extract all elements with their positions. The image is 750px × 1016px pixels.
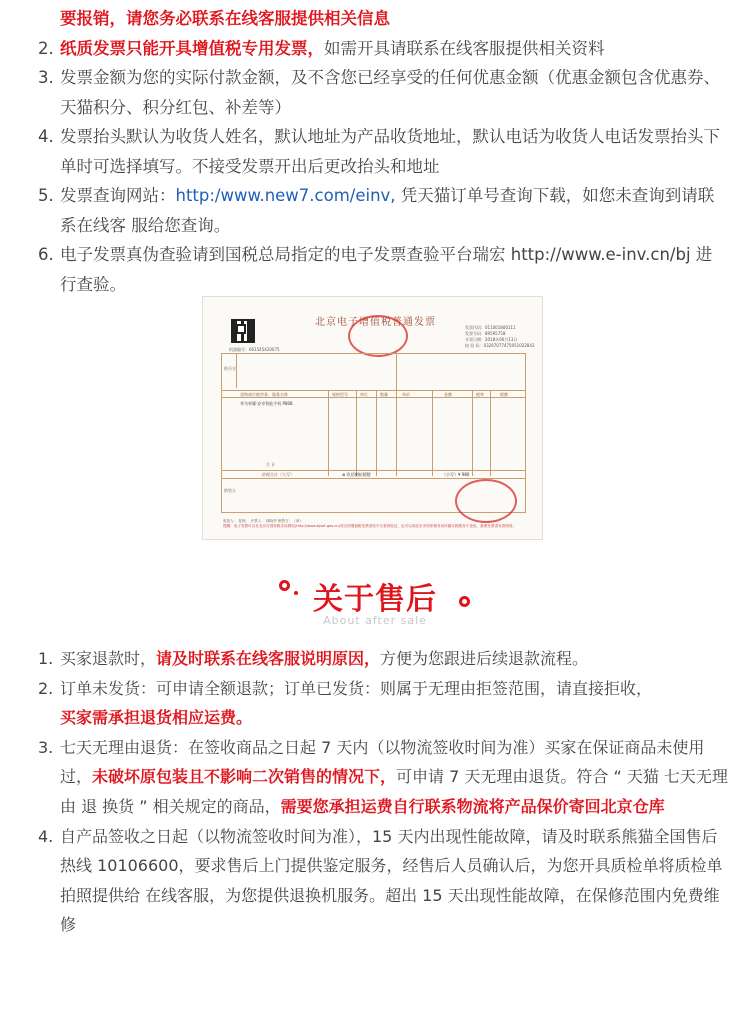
invoice-table-rule [356,390,357,476]
invoice-total-label: 合 计 [266,462,276,467]
seller-seal-icon [455,479,517,523]
invoice-seller-label: 销售方 [224,488,236,493]
after-sale-item-3 [0,733,750,822]
after-sale-list [0,644,750,940]
notice-item-text: 发票抬头默认为收货人姓名，默认地址为产品收货地址，默认电话为收货人电话发票抬头下单时可选择填写。不接受发票开出后更改抬头和地址 [60,127,720,176]
after-sale-text: 方便为您跟进后续退款流程。 [380,649,589,668]
tax-seal-icon [348,315,408,357]
notice-item-number: 3. [38,68,54,87]
qr-code-icon [231,319,255,343]
invoice-table-rule [328,390,329,476]
invoice-table-rule [222,470,525,471]
after-sale-item-number: 3. [38,737,54,757]
invoice-col-header: 单价 [402,392,410,397]
after-sale-text-red: 未破坏原包装且不影响二次销售的情况下， [92,767,397,787]
invoice-table-rule [490,390,491,476]
invoice-table-rule [376,390,377,476]
after-sale-text-red: 需要您承担运费自行联系物流将产品保价寄回北京仓库 [280,796,665,816]
after-sale-text-red: 请及时联系在线客服说明原因， [156,649,381,668]
invoice-machine-number: 机器编号：661545420075 [229,347,280,352]
notice-item-6 [0,240,750,299]
notice-item-text: 如需开具请联系在线客服提供相关资料 [324,38,605,58]
notice-item-text: 发票金额为您的实际付款金额，及不含您已经享受的任何优惠金额（优惠金额包含优惠券、天猫积分、积分红包、补差等） [60,68,720,117]
invoice-meta-line: 发票号码：89595758 [465,331,506,336]
invoice-col-header: 税额 [500,392,508,397]
notice-item-prefix: 发票查询网站： [60,186,176,205]
after-sale-text: 订单未发货：可申请全额退款；订单已发货：则属于无理由拒签范围，请直接拒收， [60,678,653,698]
after-sale-item-number: 1. [38,649,54,668]
invoice-meta-line: 开票日期：2018年06月13日 [465,337,518,342]
after-sale-text-red: 买家需承担退货相应运费。 [60,708,253,728]
invoice-col-header: 数量 [380,392,388,397]
invoice-title: 北京电子增值税普通发票 [315,317,436,328]
invoice-col-header: 税率 [476,392,484,397]
after-sale-text: 七天无理由退货：在签收商品之日起 7 天内（以物流签收时间为准）买家在保证商品未使用过， [60,737,705,787]
notice-item-number: 4. [38,127,54,146]
notice-item-red: 纸质发票只能开具增值税专用发票， [60,38,324,58]
invoice-table-rule [236,354,237,388]
invoice-table-rule [472,390,473,476]
notice-item-number: 6. [38,245,54,264]
invoice-grand-total-value: ⊗ 玖佰捌拾圆整 [342,472,371,477]
invoice-col-header: 金额 [444,392,452,397]
invoice-meta [465,325,534,349]
notice-item-number: 2. [38,38,54,58]
after-sale-text: 自产品签收之日起（以物流签收时间为准），15 天内出现性能故障，请及时联系熊猫全国售后热线 10106600，要求售后上门提供鉴定服务，经售后人员确认后，为您开具质检单将质检单拍照提供给 在线客服，为您提供退换机服务。超出 15 天出现性能故障，在保修范围内免费维修 [60,826,723,935]
after-sale-subtitle: About after sale [323,614,427,627]
invoice-col-header: 规格型号 [332,392,348,397]
invoice-footer [223,519,523,529]
invoice-meta-line: 校 验 码：03297077475951022843 [465,343,535,348]
invoice-notice [0,4,750,299]
notice-top-line [0,4,750,34]
after-sale-heading [0,572,750,632]
invoice-table-rule [432,390,433,476]
notice-item-2 [0,34,750,64]
invoice-col-header: 货物或应税劳务、服务名称 [240,392,288,397]
notice-item-text: 凭天猫订单号查询下载，如您未查询到请联系在线客 服给您查询。 [60,186,715,235]
after-sale-item-2 [0,674,750,733]
notice-item-text: 电子发票真伪查验请到国税总局指定的电子发票查验平台瑞宏 http://www.e-inv.cn/bj 进行查验。 [60,245,713,294]
invoice-buyer-label: 购买方 [224,366,236,371]
after-sale-item-1 [0,644,750,674]
invoice-footer-roles: 收款人： 复核： 开票人： 林晓华 销售方：（章） [223,519,304,523]
invoice-meta-line: 发票代码：011001800111 [465,325,516,330]
invoice-small-total: （小写）¥ 980 [442,472,470,477]
invoice-footer-note: 提醒：电子发票可以在北京市国家税务局网站(http://www.bjsat.gov.cn)或全国增值税发票查验平台查询验证，也可以到北京市国家税务局所属办税服务厅查验，重要发票请妥善保管。 [223,524,517,528]
notice-top-text: 要报销，请您务必联系在线客服提供相关信息 [60,9,390,28]
after-sale-item-number: 2. [38,678,54,698]
after-sale-item-number: 4. [38,826,54,846]
invoice-grand-total-label: 价税合计（大写） [262,472,294,477]
notice-item-5 [0,181,750,240]
invoice-table-rule [396,354,397,476]
notice-item-number: 5. [38,186,54,205]
invoice-table-rule [222,390,525,391]
after-sale-item-4 [0,822,750,940]
invoice-col-header: 单位 [360,392,368,397]
notice-item-3 [0,63,750,122]
invoice-query-link[interactable]: http:/www.new7.com/einv, [175,186,396,205]
after-sale-title: 关于售后 [313,582,437,617]
after-sale-text: 买家退款时， [60,649,157,668]
circle-decoration-icon [459,596,470,607]
notice-item-4 [0,122,750,181]
invoice-row-item: 华为荣耀·安卓智能手机 P808 [240,401,293,406]
after-sale-text: 可申请 7 天无理由退货。符合 “ 天猫 七天无理由 退 换货 ” 相关规定的商品， [60,767,728,816]
invoice-sample-image [202,296,543,540]
